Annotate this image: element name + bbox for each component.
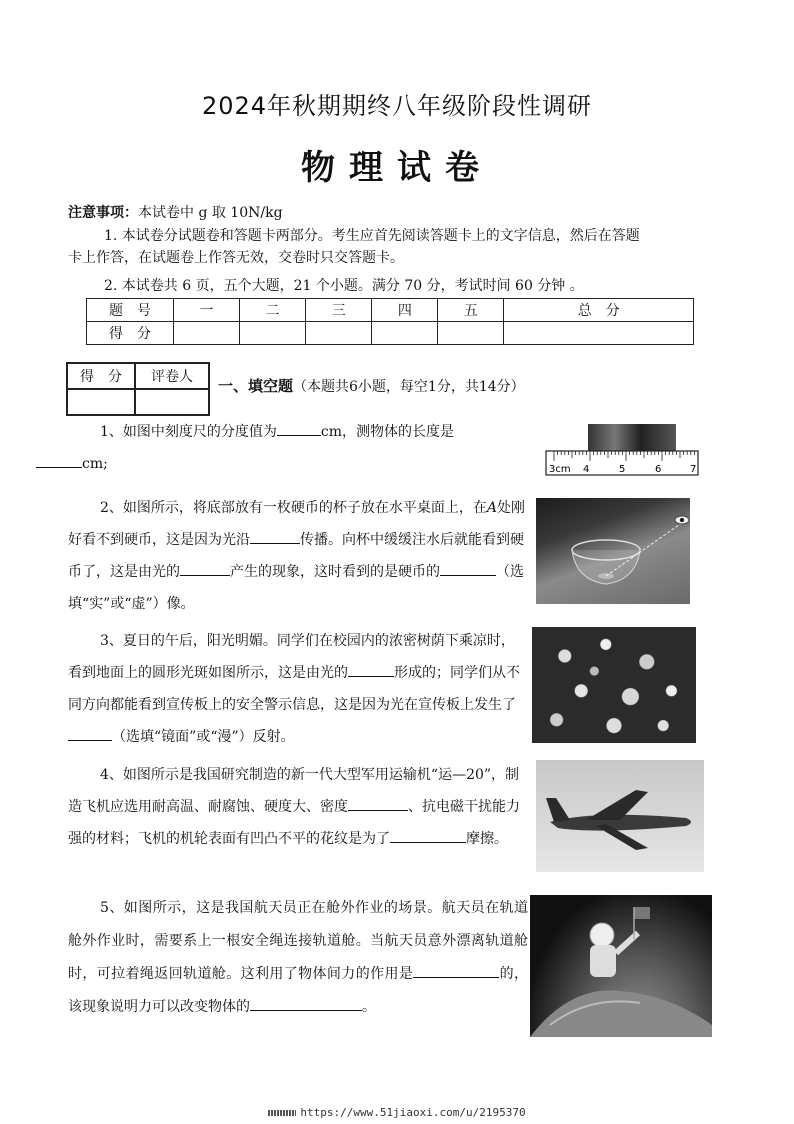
score-table-blank <box>240 322 306 345</box>
grader-score-blank <box>67 389 135 415</box>
plane-tail <box>546 798 570 822</box>
score-table-cell: 题 号 <box>87 299 174 322</box>
cup-svg <box>536 498 690 604</box>
q1-text-3: cm; <box>82 456 108 472</box>
q1-blank-1 <box>277 421 321 436</box>
score-table-cell: 得 分 <box>87 322 174 345</box>
score-table-cell: 五 <box>438 299 504 322</box>
q2-blank-3 <box>440 561 496 576</box>
flag-icon <box>634 907 650 919</box>
notice-item1-a: 1. 本试卷分试题卷和答题卡两部分。考生应首先阅读答题卡上的文字信息，然后在答题 <box>104 228 640 244</box>
score-table <box>86 298 694 345</box>
question-2 <box>68 492 528 620</box>
q2-point-a: A <box>486 500 498 516</box>
notice-item2: 2. 本试卷共 6 页，五个大题，21 个小题。满分 70 分，考试时间 60 分钟 。 <box>104 278 584 294</box>
score-table-cell: 四 <box>372 299 438 322</box>
q5-blank-2 <box>250 996 362 1011</box>
q1-text-1: 1、如图中刻度尺的分度值为 <box>100 424 277 440</box>
astronaut-svg <box>530 895 712 1037</box>
q3-blank-2 <box>68 726 112 741</box>
score-table-blank <box>372 322 438 345</box>
q3-text-3: （选填“镜面”或“漫”）反射。 <box>112 729 295 745</box>
q2-text-1: 2、如图所示，将底部放有一枚硬币的杯子放在水平桌面上，在 <box>100 500 487 516</box>
eye-pupil <box>680 518 684 522</box>
score-table-blank <box>504 322 694 345</box>
plane-svg <box>536 760 704 872</box>
measured-block <box>588 424 676 451</box>
score-table-score-row <box>87 322 694 345</box>
light-spots-photo <box>532 627 696 743</box>
q4-text-2: 、抗电磁干扰能力强的材料；飞机的机轮表面有凹凸不平的花纹是为了 <box>68 799 520 847</box>
q2-text-4: 产生的现象，这时看到的是硬币的 <box>230 564 440 580</box>
q4-text-1: 4、如图所示是我国研究制造的新一代大型军用运输机“运—20”，制造飞机应选用耐高温、耐腐蚀、硬度大、密度 <box>68 767 520 815</box>
q3-blank-1 <box>348 662 394 677</box>
cup-coin-photo <box>536 498 690 604</box>
footer-url[interactable]: https://www.51jiaoxi.com/u/2195370 <box>300 1106 526 1119</box>
q2-text-3: 传播。向杯中缓缓注水后就能看到硬币了，这是由光的 <box>68 532 524 580</box>
grader-name-label: 评卷人 <box>135 363 209 389</box>
score-table-blank <box>306 322 372 345</box>
section-heading <box>218 375 525 396</box>
question-1 <box>68 416 528 480</box>
question-4 <box>68 759 528 855</box>
score-table-cell: 二 <box>240 299 306 322</box>
q4-blank-1 <box>348 796 408 811</box>
q2-blank-2 <box>180 561 230 576</box>
score-table-cell: 三 <box>306 299 372 322</box>
q5-text-3: 。 <box>362 999 376 1015</box>
q4-blank-2 <box>390 828 466 843</box>
grader-box <box>66 362 210 416</box>
notice-label: 注意事项： <box>68 205 138 221</box>
grader-score-label: 得 分 <box>67 363 135 389</box>
ruler-label: 5 <box>619 464 626 475</box>
q1-text-2: cm，测物体的长度是 <box>320 424 455 440</box>
ruler-figure <box>540 420 700 480</box>
question-5 <box>68 892 528 1024</box>
ruler-label: 6 <box>655 464 662 475</box>
q2-text-2: 处刚好看不到硬币，这是因为光沿 <box>68 500 526 548</box>
score-table-cell: 一 <box>174 299 240 322</box>
notice-item1-b: 卡上作答，在试题卷上作答无效，交卷时只交答题卡。 <box>68 250 404 266</box>
exam-title-line2: 物理试卷 <box>301 148 493 188</box>
q5-text-1: 5、如图所示，这是我国航天员正在舱外作业的场景。航天员在轨道舱外作业时，需要系上一根安全绳连接轨道舱。当航天员意外漂离轨道舱时，可拉着绳返回轨道舱。这利用了物体间力的作用是 <box>68 900 528 982</box>
q2-text-5: （选填“实”或“虚”）像。 <box>68 564 524 612</box>
question-3 <box>68 625 528 753</box>
section-title: 一、填空题 <box>218 377 294 395</box>
ruler-svg <box>540 420 700 480</box>
notice-line <box>68 203 283 223</box>
site-logo-icon <box>268 1110 296 1116</box>
score-table-cell: 总 分 <box>504 299 694 322</box>
ruler-label: 4 <box>583 464 590 475</box>
q5-blank-1 <box>413 963 499 978</box>
q4-text-3: 摩擦。 <box>466 831 508 847</box>
q5-text-2: 的，该现象说明力可以改变物体的 <box>68 966 529 1015</box>
ruler-label: 3cm <box>549 464 571 475</box>
exam-title-line1: 2024年秋期期终八年级阶段性调研 <box>201 92 593 120</box>
q3-text-2: 形成的；同学们从不同方向都能看到宣传板上的安全警示信息，这是因为光在宣传板上发生了 <box>68 665 520 713</box>
q1-blank-2 <box>36 453 82 468</box>
grader-name-blank <box>135 389 209 415</box>
q3-text-1: 3、夏日的午后，阳光明媚。同学们在校园内的浓密树荫下乘凉时，看到地面上的圆形光斑如图所示，这是由光的 <box>68 633 515 681</box>
q2-blank-1 <box>250 529 300 544</box>
astronaut-photo <box>530 895 712 1037</box>
astronaut-body <box>590 945 616 977</box>
astronaut-helmet <box>590 923 614 947</box>
notice-text: 本试卷中 g 取 10N/kg <box>138 205 283 221</box>
score-table-blank <box>174 322 240 345</box>
station-module <box>530 990 712 1037</box>
section-desc: （本题共6小题，每空1分，共14分） <box>293 379 525 395</box>
ruler-label: 7 <box>690 464 697 475</box>
footer <box>0 1106 794 1119</box>
score-table-blank <box>438 322 504 345</box>
score-table-header-row <box>87 299 694 322</box>
transport-plane-photo <box>536 760 704 872</box>
